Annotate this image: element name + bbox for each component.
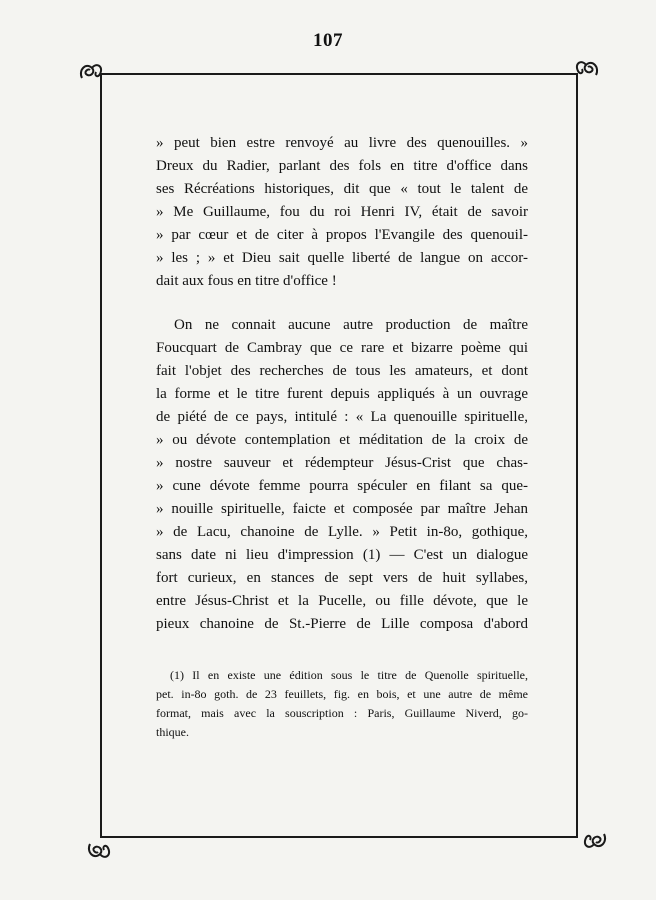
text-line: fort curieux, en stances de sept vers de huit syllabes, [156,570,528,586]
corner-ornament-icon [84,836,114,866]
paragraph-2 [156,314,528,636]
footnote-line: thique. [156,725,189,739]
footnote-line: pet. in-8o goth. de 23 feuillets, fig. en bois, et une autre de même [156,687,528,701]
text-line: de piété de ce pays, intitulé : « La quenouille spirituelle, [156,409,528,425]
corner-ornament-icon [572,53,602,83]
page-number: 107 [313,30,343,51]
text-line: sans date ni lieu d'impression (1) — C'est un dialogue [156,547,528,563]
text-line: Dreux du Radier, parlant des fols en titre d'office dans [156,158,528,174]
text-line: » Me Guillaume, fou du roi Henri IV, était de savoir [156,204,528,220]
text-line: pieux chanoine de St.-Pierre de Lille composa d'abord [156,616,528,632]
footnote-line: format, mais avec la souscription : Paris, Guillaume Niverd, go- [156,706,528,720]
text-line: » ou dévote contemplation et méditation de la croix de [156,432,528,448]
text-line: » nouille spirituelle, faicte et composée par maître Jehan [156,501,528,517]
text-line: » les ; » et Dieu sait quelle liberté de langue on accor- [156,250,528,266]
text-line: la forme et le titre furent depuis appliqués à un ouvrage [156,386,528,402]
text-line: Foucquart de Cambray que ce rare et bizarre poème qui [156,340,528,356]
text-line: » par cœur et de citer à propos l'Evangile des quenouil- [156,227,528,243]
text-line: dait aux fous en titre d'office ! [156,273,337,289]
text-line: » de Lacu, chanoine de Lylle. » Petit in-8o, gothique, [156,524,528,540]
footnote-line: (1) Il en existe une édition sous le titre de Quenolle spirituelle, [170,668,528,682]
corner-ornament-icon [580,826,610,856]
footnote [156,666,528,742]
text-line: » peut bien estre renvoyé au livre des quenouilles. » [156,135,528,151]
text-line: entre Jésus-Christ et la Pucelle, ou fille dévote, que le [156,593,528,609]
corner-ornament-icon [76,56,106,86]
text-line: ses Récréations historiques, dit que « tout le talent de [156,181,528,197]
text-line: » cune dévote femme pourra spéculer en filant sa que- [156,478,528,494]
text-line: fait l'objet des recherches de tous les amateurs, et dont [156,363,528,379]
text-line: On ne connait aucune autre production de maître [174,317,528,333]
text-line: » nostre sauveur et rédempteur Jésus-Crist que chas- [156,455,528,471]
paragraph-1 [156,132,528,293]
